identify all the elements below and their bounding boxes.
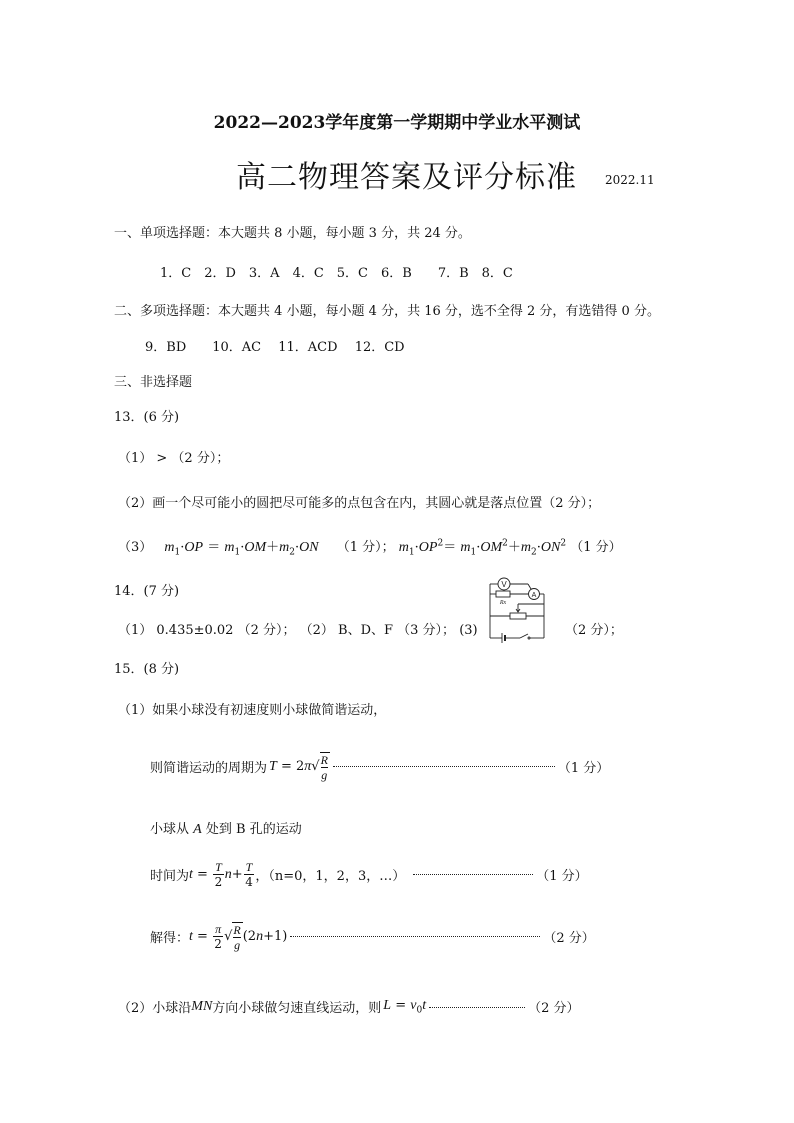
date-label: 2022.11	[605, 173, 655, 187]
direction-mn: MN	[191, 998, 213, 1014]
section1-answers: 1．C 2．D 3．A 4．C 5．C 6．B 7．B 8．C	[160, 266, 513, 281]
q15-score-2b: （2 分）	[528, 1001, 580, 1016]
q15-time-line	[150, 857, 588, 891]
momentum-equation-1: $m_1\cdot OP = m_1\cdot OM+m_2\cdot ON$	[164, 540, 319, 558]
q15-score-1b: （1 分）	[536, 868, 588, 884]
uniform-motion-formula: $L = v_0t$	[383, 997, 427, 1016]
section2-answers: 9．BD 10．AC 11．ACD 12．CD	[145, 340, 405, 355]
q13-part1: （1） > （2 分）；	[118, 451, 230, 466]
q15-part1: （1）如果小球没有初速度则小球做简谐运动，	[118, 703, 387, 718]
period-formula: T = 2π√ $\frac{R}{g}$	[269, 752, 328, 782]
voltmeter	[498, 578, 510, 590]
q14-label: 14．(7 分)	[114, 584, 180, 599]
q15-label: 15．(8 分)	[114, 662, 180, 677]
q15-part2: （2）小球沿 MN 方向小球做匀速直线运动，则 $L = v_0t$ （2 分）	[118, 997, 580, 1016]
q15-period-line	[150, 748, 609, 784]
q15-score-2a: （2 分）	[543, 930, 595, 946]
q13-part3-label: （3）	[118, 540, 153, 555]
resistor-label: Rx	[499, 600, 507, 606]
ammeter	[529, 589, 540, 600]
leader-dots	[429, 1006, 525, 1008]
section1-heading: 一、单项选择题：本大题共 8 小题，每小题 3 分，共 24 分。	[114, 226, 471, 241]
q13-part3-score1: （1 分）；	[336, 540, 395, 555]
q15-motion-line: 小球从 A 处到 B 孔的运动	[150, 822, 302, 837]
leader-dots	[333, 765, 555, 767]
point-b: B	[236, 822, 246, 837]
point-a: A	[193, 822, 202, 837]
q14-answers: （1） 0.435±0.02 （2 分）； （2） B、D、F （3 分）； (3)	[118, 623, 478, 638]
q14-part3-score: （2 分）；	[565, 623, 623, 638]
circuit-diagram	[480, 574, 552, 646]
solve-formula: t = $\frac{\pi}{2}$ √ $\frac{R}{g}$ (2n+1)	[189, 921, 288, 952]
q13-part3	[118, 536, 622, 558]
svg-text:V: V	[501, 580, 507, 589]
resistor-rx	[496, 591, 510, 597]
section2-heading: 二、多项选择题：本大题共 4 小题，每小题 4 分，共 16 分，选不全得 2 分，有选错得 0 分。	[114, 304, 660, 319]
exam-subtitle: 2022—2023学年度第一学期期中学业水平测试	[213, 113, 581, 133]
momentum-equation-2: $m_1\cdot OP^2= m_1\cdot OM^2+m_2\cdot ON^2$	[398, 538, 567, 558]
q15-score-1a: （1 分）	[557, 760, 610, 776]
solve-text: 解得：	[150, 930, 190, 946]
q13-part2: （2）画一个尽可能小的圆把尽可能多的点包含在内，其圆心就是落点位置（2 分）；	[118, 496, 601, 511]
leader-dots	[413, 873, 533, 875]
section3-heading: 三、非选择题	[114, 375, 193, 390]
time-text: 时间为	[150, 868, 190, 884]
q13-label: 13．(6 分)	[114, 410, 180, 425]
page-title: 高二物理答案及评分标准	[236, 160, 577, 195]
time-formula: t = $\frac{T}{2}$ n+ $\frac{T}{4}$	[189, 859, 253, 889]
leader-dots	[290, 935, 540, 937]
period-text: 则简谐运动的周期为	[150, 760, 268, 776]
q13-part3-score2: （1 分）	[570, 540, 622, 555]
svg-text:A: A	[531, 592, 537, 599]
q15-solve-line	[150, 918, 595, 954]
n-values: ，（n=0，1，2，3，…）	[255, 868, 406, 884]
